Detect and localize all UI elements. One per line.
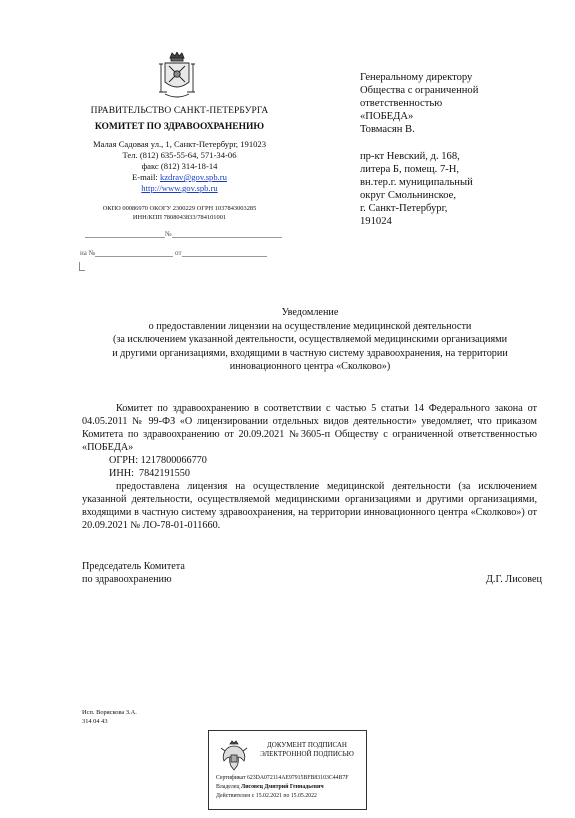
email-label: E-mail: [132,172,160,182]
recipient-line: ответственностью [360,98,443,109]
stamp-title-line: ДОКУМЕНТ ПОДПИСАН [267,741,347,749]
reply-to-field [80,249,267,257]
committee-email-row [72,172,287,183]
committee-name: КОМИТЕТ ПО ЗДРАВООХРАНЕНИЮ [94,122,265,132]
address-line: округ Смольнинское, [360,190,457,201]
signer-name: Д.Г. Лисовец [485,574,542,585]
website-link[interactable]: http://www.gov.spb.ru [141,183,218,193]
address-line: вн.тер.г. муниципальный [360,177,473,188]
recipient-line: Генеральному директору [360,72,473,83]
certificate-row [216,774,349,783]
recipient-line: «ПОБЕДА» [360,111,414,122]
document-title [70,306,550,374]
stamp-details [216,774,349,802]
committee-contacts [72,139,287,194]
outgoing-number-field [85,230,282,238]
address-line: пр-кт Невский, д. 168, [360,151,460,162]
signature-block [82,560,542,586]
certificate-label: Сертификат [216,775,247,781]
validity-value: с 15.02.2021 по 15.05.2022 [251,793,317,800]
body-paragraph-1: Комитет по здравоохранению в соответствии с частью 5 статьи 14 Федерального закона от 04.05.2011 № 99-ФЗ «О лицензировании отдельных видов деятельности» уведомляет, что приказом Комитета по здравоохранению от 20.09.2021 №3605-п Обществу с ограниченной ответственностью «ПОБЕДА» [82,403,537,453]
title-heading: Уведомление [281,307,339,318]
recipient-line: Общества с ограниченной [360,85,479,96]
stamp-title-line: ЭЛЕКТРОННОЙ ПОДПИСЬЮ [260,750,354,758]
inn-line: ИНН: 7842191550 [109,468,190,479]
owner-label: Владелец [216,784,241,791]
signer-position-2: по здравоохранению [82,574,172,585]
e-signature-stamp [208,730,367,810]
body-paragraph-2: предоставлена лицензия на осуществление медицинской деятельности (за исключением указанной деятельности, осуществляемой медицинскими организациями и другими организациями, входящими в частную систему здравоохранения, на территории инновационного центра «Сколково») от 20.09.2021 № ЛО-78-01-011660. [82,481,537,531]
signer-position: Председатель Комитета [82,561,185,572]
executor-phone: 314 04 43 [82,718,108,725]
owner-row [216,783,349,792]
address-line: литера Б, помещ. 7-Н, [360,164,460,175]
validity-row [216,792,349,801]
registry-codes [72,204,287,222]
executor-name: Исп. Воряскова З.А. [82,709,137,716]
executor-info [82,708,137,726]
russia-eagle-emblem-icon [219,739,249,773]
title-line: инновационного центра «Сколково») [229,361,391,372]
title-line: о предоставлении лицензии на осуществление медицинской деятельности [148,320,472,332]
okpo-codes: ОКПО 00086970 ОКОГУ 2300229 ОГРН 1037843003285 [102,205,257,212]
recipient-line: Товмасян В. [360,124,415,135]
document-body [82,402,537,532]
committee-address: Малая Садовая ул., 1, Санкт-Петербург, 191023 [92,139,267,149]
title-line: и другими организациями, входящими в частную систему здравоохранения, на территории [112,347,508,359]
recipient-address [360,150,550,228]
reply-from-label: от [175,249,182,257]
stamp-title [251,741,363,759]
committee-fax: факс (812) 314-18-14 [141,161,218,171]
ogrn-line: ОГРН: 1217800066770 [109,455,207,466]
certificate-value: 623DA072114AE97915BFB83103C44B7F [246,775,349,781]
recipient-block [360,71,550,136]
email-link[interactable]: kzdrav@gov.spb.ru [159,172,227,182]
corner-mark [79,262,85,271]
number-label: № [165,230,172,238]
government-name: ПРАВИТЕЛЬСТВО САНКТ-ПЕТЕРБУРГА [90,106,269,116]
title-line: (за исключением указанной деятельности, осуществляемой медицинскими организациями [112,334,508,345]
validity-label: Действителен [216,793,252,800]
address-line: г. Санкт-Петербург, [360,203,448,214]
committee-phone: Тел. (812) 635-55-64, 571-34-06 [122,150,237,160]
reply-to-label: на № [80,249,96,257]
owner-value: Лисовец Дмитрий Геннадьевич [240,784,324,791]
inn-kpp: ИНН/КПП 7808043833/784101001 [132,214,227,221]
address-line: 191024 [360,216,392,227]
spb-coat-of-arms-icon [157,52,197,100]
